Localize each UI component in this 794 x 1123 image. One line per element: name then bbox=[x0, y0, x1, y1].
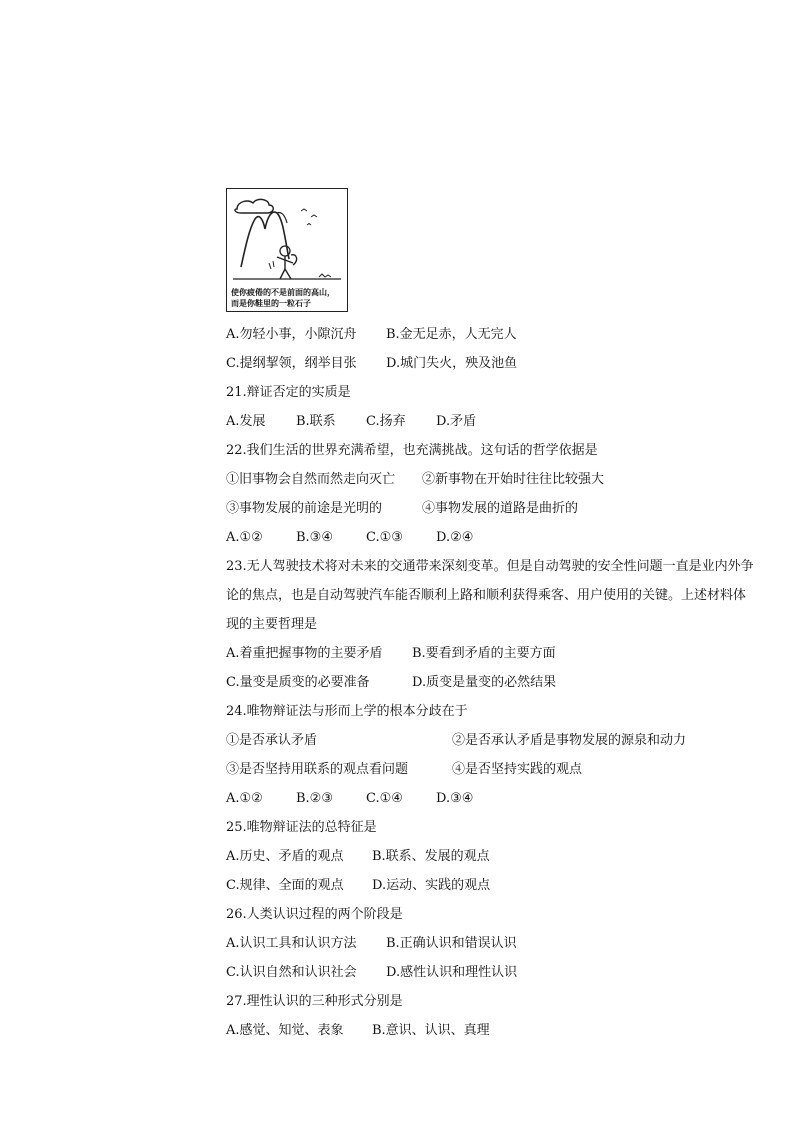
q21-option-d: D.矛盾 bbox=[436, 414, 477, 429]
q24-item-4: ④是否坚持实践的观点 bbox=[452, 762, 583, 777]
q25-option-b: B.联系、发展的观点 bbox=[372, 849, 490, 864]
figure-backpack bbox=[291, 255, 297, 265]
q24-options bbox=[226, 791, 474, 807]
q22-item-3: ③事物发展的前途是光明的 bbox=[226, 501, 383, 516]
q24-option-c: C.①④ bbox=[366, 791, 403, 806]
q24-item-1: ①是否承认矛盾 bbox=[226, 733, 318, 748]
q20-option-a: A.勿轻小事，小隙沉舟 bbox=[226, 327, 357, 342]
q24-option-a: A.①② bbox=[226, 791, 263, 806]
q23-stem-line3: 现的主要哲理是 bbox=[226, 617, 318, 632]
cartoon-drawing bbox=[227, 189, 347, 285]
q23-stem-line2: 论的焦点，也是自动驾驶汽车能否顺利上路和顺利获得乘客、用户使用的关键。上述材料体 bbox=[226, 588, 747, 603]
q23-option-c: C.量变是质变的必要准备 bbox=[226, 675, 370, 690]
q24-items-row1 bbox=[226, 733, 687, 749]
bird-shape bbox=[307, 224, 311, 226]
q23-options-row1 bbox=[226, 646, 556, 662]
figure-body bbox=[277, 256, 293, 279]
q24-items-row2 bbox=[226, 762, 583, 778]
q25-stem: 25.唯物辩证法的总特征是 bbox=[226, 820, 377, 835]
q20-option-b: B.金无足赤，人无完人 bbox=[386, 327, 517, 342]
pebble-shape bbox=[319, 274, 331, 277]
q20-options-row1 bbox=[226, 327, 517, 343]
q25-option-c: C.规律、全面的观点 bbox=[226, 878, 344, 893]
q26-options-row1 bbox=[226, 936, 517, 952]
q25-option-a: A.历史、矛盾的观点 bbox=[226, 849, 344, 864]
q21-options bbox=[226, 414, 477, 430]
cartoon-caption-line2: 而是你鞋里的一粒石子 bbox=[231, 298, 311, 308]
q23-option-a: A.着重把握事物的主要矛盾 bbox=[226, 646, 383, 661]
q26-option-d: D.感性认识和理性认识 bbox=[386, 965, 518, 980]
cartoon-illustration bbox=[226, 188, 348, 312]
cartoon-caption-line1: 使你疲倦的不是前面的高山， bbox=[231, 287, 335, 297]
q24-stem: 24.唯物辩证法与形而上学的根本分歧在于 bbox=[226, 704, 468, 719]
q21-stem: 21.辩证否定的实质是 bbox=[226, 385, 351, 400]
q27-options-row1 bbox=[226, 1023, 490, 1039]
q21-option-a: A.发展 bbox=[226, 414, 266, 429]
q23-options-row2 bbox=[226, 675, 557, 691]
bird-shape bbox=[311, 215, 317, 217]
q21-option-c: C.扬弃 bbox=[366, 414, 406, 429]
q22-items-row2 bbox=[226, 501, 579, 517]
q20-option-c: C.提纲挈领，纲举目张 bbox=[226, 356, 357, 371]
q24-option-d: D.③④ bbox=[436, 791, 474, 806]
q26-options-row2 bbox=[226, 965, 518, 981]
cloud-shape bbox=[235, 199, 273, 213]
q25-option-d: D.运动、实践的观点 bbox=[372, 878, 491, 893]
q27-option-a: A.感觉、知觉、表象 bbox=[226, 1023, 344, 1038]
q22-item-1: ①旧事物会自然而然走向灭亡 bbox=[226, 472, 396, 487]
figure-head bbox=[280, 246, 290, 256]
q25-options-row2 bbox=[226, 878, 491, 894]
motion-lines bbox=[269, 261, 274, 269]
q27-option-b: B.意识、认识、真理 bbox=[372, 1023, 490, 1038]
q26-option-c: C.认识自然和认识社会 bbox=[226, 965, 357, 980]
q22-options bbox=[226, 530, 474, 546]
q22-item-2: ②新事物在开始时往往比较强大 bbox=[422, 472, 605, 487]
q24-option-b: B.②③ bbox=[296, 791, 333, 806]
q22-option-d: D.②④ bbox=[436, 530, 474, 545]
q22-option-c: C.①③ bbox=[366, 530, 403, 545]
bird-shape bbox=[301, 209, 307, 211]
q26-option-a: A.认识工具和认识方法 bbox=[226, 936, 357, 951]
q23-option-b: B.要看到矛盾的主要方面 bbox=[412, 646, 556, 661]
q24-item-2: ②是否承认矛盾是事物发展的源泉和动力 bbox=[452, 733, 687, 748]
q25-options-row1 bbox=[226, 849, 490, 865]
q21-option-b: B.联系 bbox=[296, 414, 336, 429]
q23-stem-line1: 23.无人驾驶技术将对未来的交通带来深刻变革。但是自动驾驶的安全性问题一直是业内外争 bbox=[226, 559, 754, 574]
q20-options-row2 bbox=[226, 356, 518, 372]
q24-item-3: ③是否坚持用联系的观点看问题 bbox=[226, 762, 409, 777]
q23-option-d: D.质变是量变的必然结果 bbox=[412, 675, 557, 690]
q26-option-b: B.正确认识和错误认识 bbox=[386, 936, 517, 951]
q27-stem: 27.理性认识的三种形式分别是 bbox=[226, 994, 403, 1009]
q22-option-b: B.③④ bbox=[296, 530, 333, 545]
q22-stem: 22.我们生活的世界充满希望，也充满挑战。这句话的哲学依据是 bbox=[226, 443, 598, 458]
q22-items-row1 bbox=[226, 472, 605, 488]
q22-option-a: A.①② bbox=[226, 530, 263, 545]
q20-option-d: D.城门失火，殃及池鱼 bbox=[386, 356, 518, 371]
q22-item-4: ④事物发展的道路是曲折的 bbox=[422, 501, 579, 516]
q26-stem: 26.人类认识过程的两个阶段是 bbox=[226, 907, 403, 922]
